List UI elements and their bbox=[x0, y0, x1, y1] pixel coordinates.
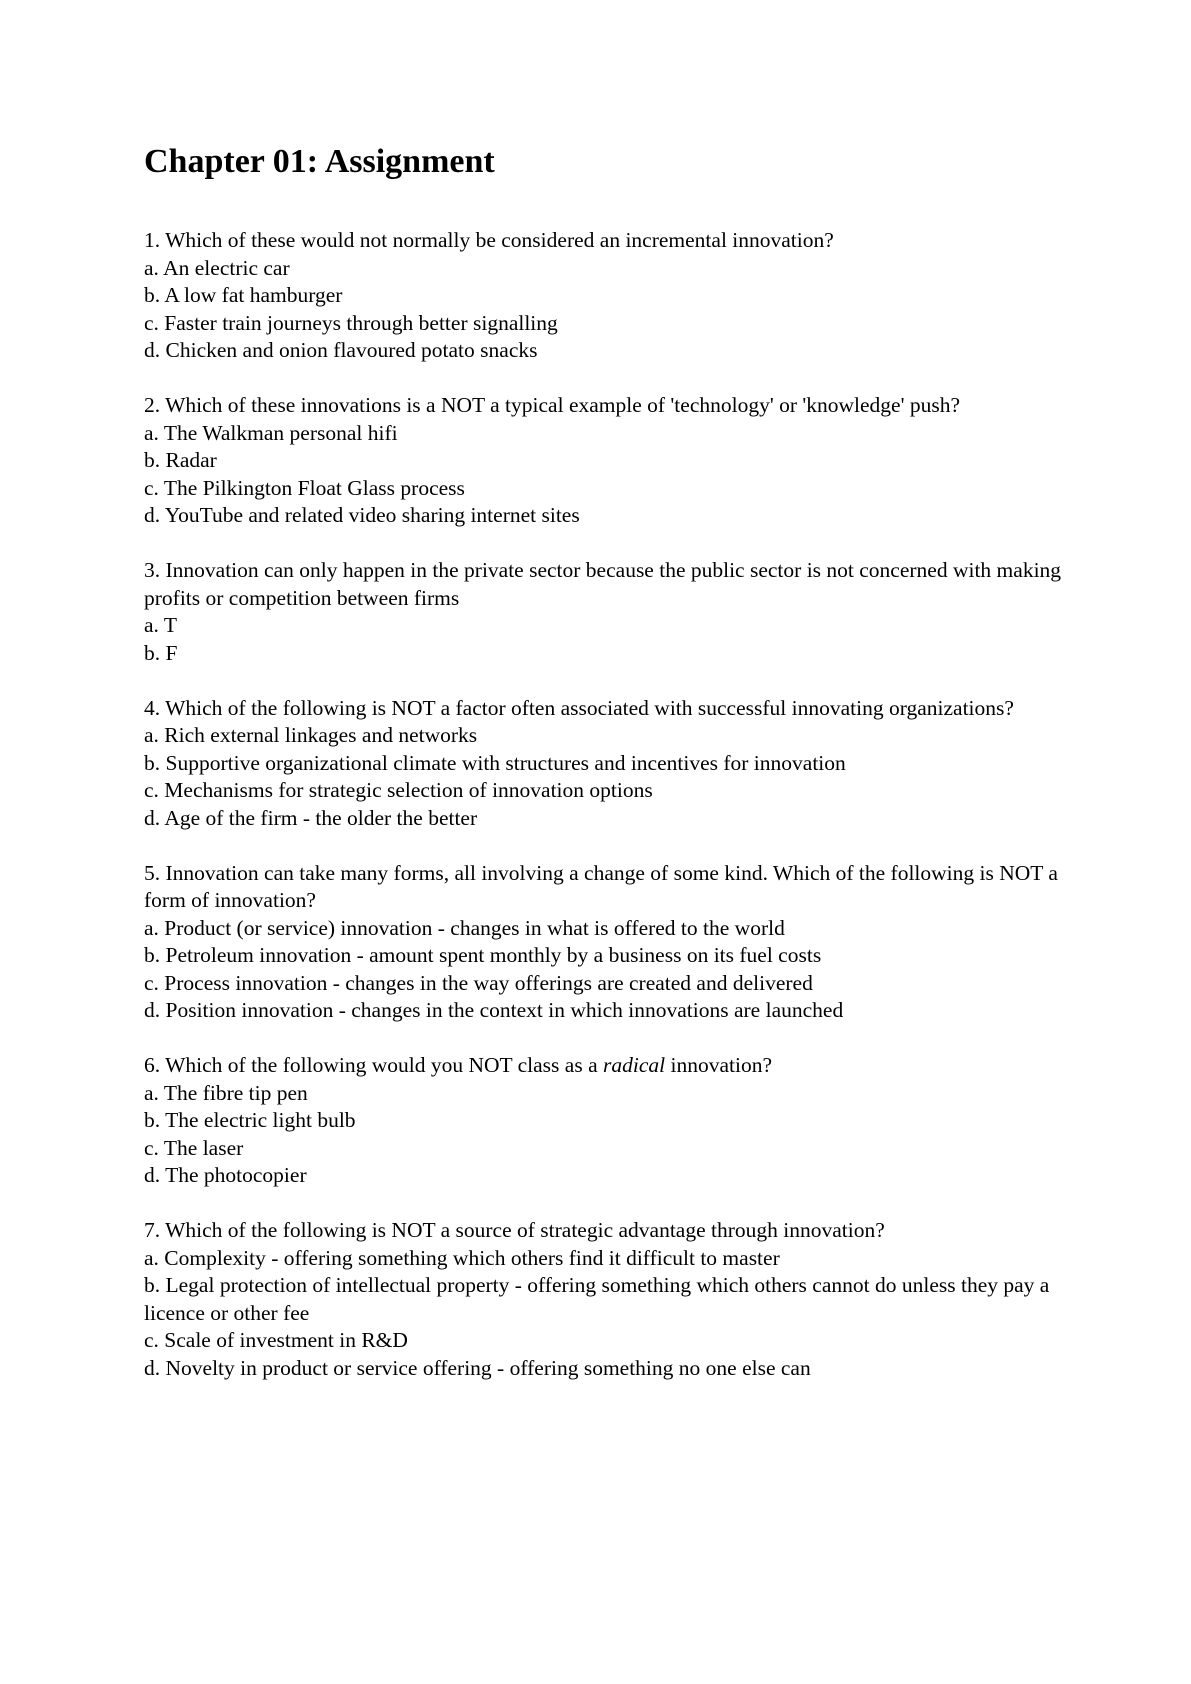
question-7 bbox=[144, 1217, 1084, 1382]
question-text: 5. Innovation can take many forms, all involving a change of some kind. Which of the following is NOT a form of innovation? bbox=[144, 860, 1058, 912]
question-text bbox=[144, 1052, 1084, 1080]
page-title: Chapter 01: Assignment bbox=[144, 143, 495, 180]
question-text-emphasis: radical bbox=[603, 1053, 666, 1077]
question-3 bbox=[144, 557, 1084, 667]
question-text-start: 6. Which of the following would you NOT class as a bbox=[144, 1053, 603, 1077]
question-4 bbox=[144, 695, 1084, 833]
option-d: d. Age of the firm - the older the better bbox=[144, 805, 478, 830]
option-a: a. The Walkman personal hifi bbox=[144, 420, 398, 445]
question-text: 4. Which of the following is NOT a factor often associated with successful innovating organizations? bbox=[144, 695, 1014, 720]
option-d: d. The photocopier bbox=[144, 1163, 307, 1187]
option-c: c. Scale of investment in R&D bbox=[144, 1328, 408, 1352]
option-b: b. F bbox=[144, 640, 178, 665]
question-list bbox=[144, 227, 1084, 1410]
option-a: a. T bbox=[144, 613, 178, 637]
option-d: d. YouTube and related video sharing internet sites bbox=[144, 503, 580, 527]
option-d: d. Novelty in product or service offering - offering something no one else can bbox=[144, 1355, 811, 1380]
option-a: a. An electric car bbox=[144, 255, 290, 280]
option-a: a. Complexity - offering something which others find it difficult to master bbox=[144, 1245, 780, 1270]
question-5 bbox=[144, 860, 1084, 1025]
question-text: 1. Which of these would not normally be considered an incremental innovation? bbox=[144, 228, 834, 252]
option-c: c. The Pilkington Float Glass process bbox=[144, 475, 465, 500]
question-2 bbox=[144, 392, 1084, 530]
option-a: a. The fibre tip pen bbox=[144, 1080, 308, 1105]
option-b: b. Petroleum innovation - amount spent monthly by a business on its fuel costs bbox=[144, 943, 822, 967]
option-b: b. The electric light bulb bbox=[144, 1108, 356, 1132]
option-a: a. Product (or service) innovation - changes in what is offered to the world bbox=[144, 915, 785, 940]
question-text: 2. Which of these innovations is a NOT a typical example of 'technology' or 'knowledge' push? bbox=[144, 393, 960, 417]
question-1 bbox=[144, 227, 1084, 365]
question-6 bbox=[144, 1052, 1084, 1190]
option-c: c. The laser bbox=[144, 1135, 244, 1160]
option-b: b. Legal protection of intellectual property - offering something which others cannot do unless they pay a licence or other fee bbox=[144, 1273, 1050, 1325]
option-c: c. Process innovation - changes in the way offerings are created and delivered bbox=[144, 970, 813, 995]
option-d: d. Chicken and onion flavoured potato snacks bbox=[144, 338, 538, 362]
option-c: c. Mechanisms for strategic selection of innovation options bbox=[144, 778, 653, 802]
option-b: b. A low fat hamburger bbox=[144, 283, 343, 307]
option-c: c. Faster train journeys through better signalling bbox=[144, 310, 558, 335]
option-b: b. Supportive organizational climate with structures and incentives for innovation bbox=[144, 750, 846, 775]
question-text-end: innovation? bbox=[665, 1053, 772, 1077]
question-text: 7. Which of the following is NOT a source of strategic advantage through innovation? bbox=[144, 1218, 885, 1242]
option-d: d. Position innovation - changes in the context in which innovations are launched bbox=[144, 998, 844, 1022]
option-a: a. Rich external linkages and networks bbox=[144, 723, 478, 747]
option-b: b. Radar bbox=[144, 448, 217, 472]
question-text: 3. Innovation can only happen in the private sector because the public sector is not concerned with making profits or competition between firms bbox=[144, 558, 1062, 610]
